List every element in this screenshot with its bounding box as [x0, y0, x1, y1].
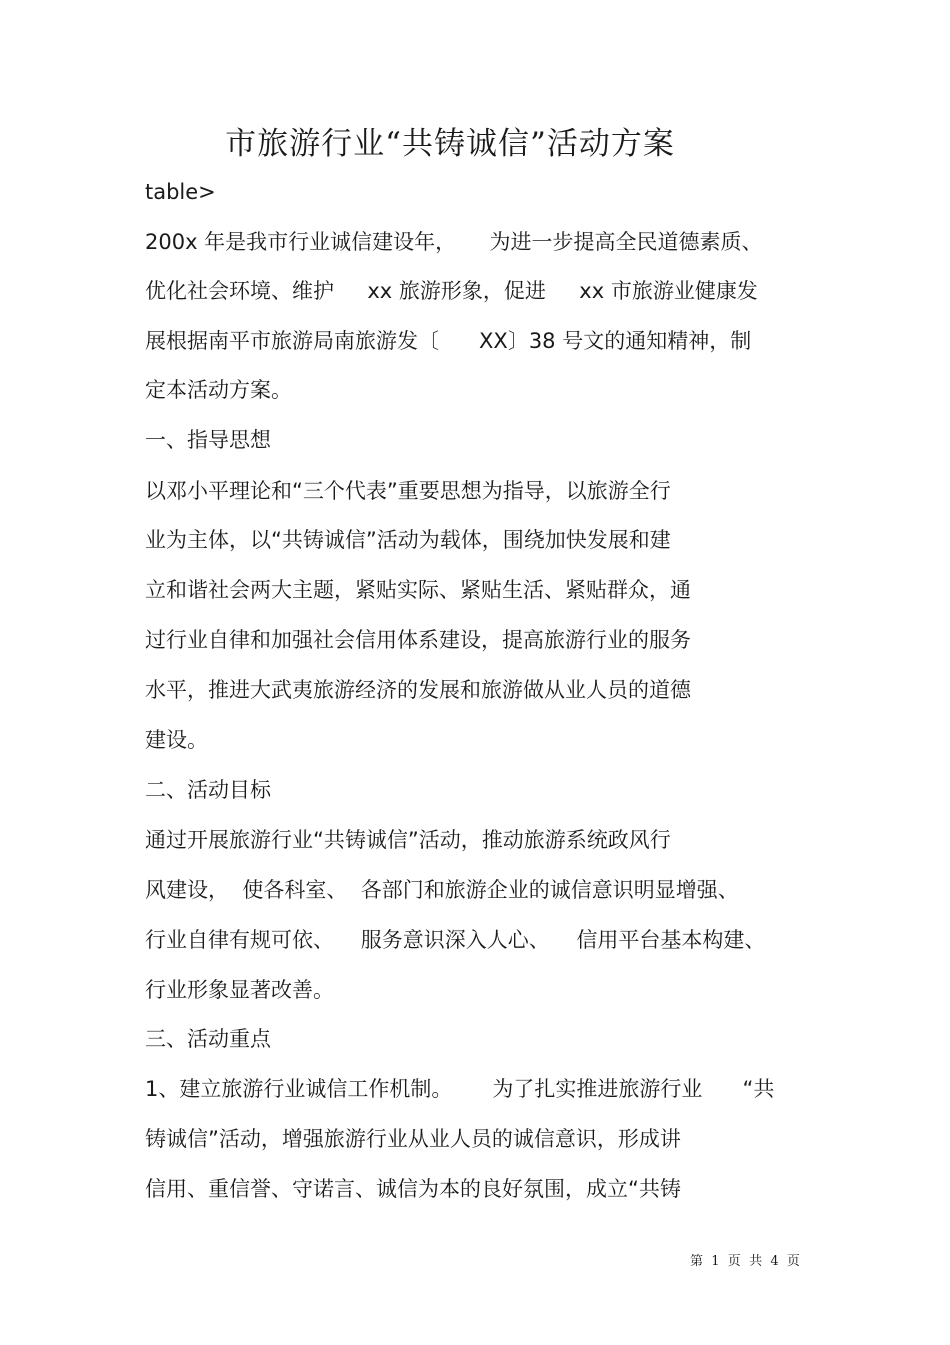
text-line: 风建设， 使各科室、 各部门和旅游企业的诚信意识明显增强、	[145, 878, 739, 902]
text-line: 优化社会环境、维护 xx 旅游形象，促进 xx 市旅游业健康发	[145, 279, 758, 303]
text-line: 信用、重信誉、守诺言、诚信为本的良好氛围，成立“共铸	[145, 1177, 681, 1201]
text-line: 建设。	[145, 728, 208, 752]
text-line: 定本活动方案。	[145, 378, 292, 402]
text-line: 水平，推进大武夷旅游经济的发展和旅游做从业人员的道德	[145, 678, 691, 702]
text-line: 业为主体，以“共铸诚信”活动为载体，围绕加快发展和建	[145, 528, 671, 552]
page-number: 第 1 页 共 4 页	[690, 1254, 800, 1269]
text-line: table>	[145, 180, 216, 204]
text-line: 行业自律有规可依、 服务意识深入人心、 信用平台基本构建、	[145, 928, 766, 952]
text-line: 200x 年是我市行业诚信建设年， 为进一步提高全民道德素质、	[145, 230, 763, 254]
page-title: 市旅游行业“共铸诚信”活动方案	[225, 126, 675, 162]
text-line: 以邓小平理论和“三个代表”重要思想为指导，以旅游全行	[145, 479, 671, 503]
text-line: 展根据南平市旅游局南旅游发〔 XX〕38 号文的通知精神，制	[145, 329, 752, 353]
text-line: 1、建立旅游行业诚信工作机制。 为了扎实推进旅游行业 “共	[145, 1077, 775, 1101]
text-line: 通过开展旅游行业“共铸诚信”活动，推动旅游系统政风行	[145, 828, 671, 852]
text-line: 铸诚信”活动，增强旅游行业从业人员的诚信意识，形成讲	[145, 1127, 681, 1151]
text-line: 过行业自律和加强社会信用体系建设，提高旅游行业的服务	[145, 628, 691, 652]
section-heading: 一、指导思想	[145, 428, 271, 452]
section-heading: 二、活动目标	[145, 778, 271, 802]
text-line: 行业形象显著改善。	[145, 978, 334, 1002]
section-heading: 三、活动重点	[145, 1027, 271, 1051]
text-line: 立和谐社会两大主题，紧贴实际、紧贴生活、紧贴群众，通	[145, 578, 691, 602]
